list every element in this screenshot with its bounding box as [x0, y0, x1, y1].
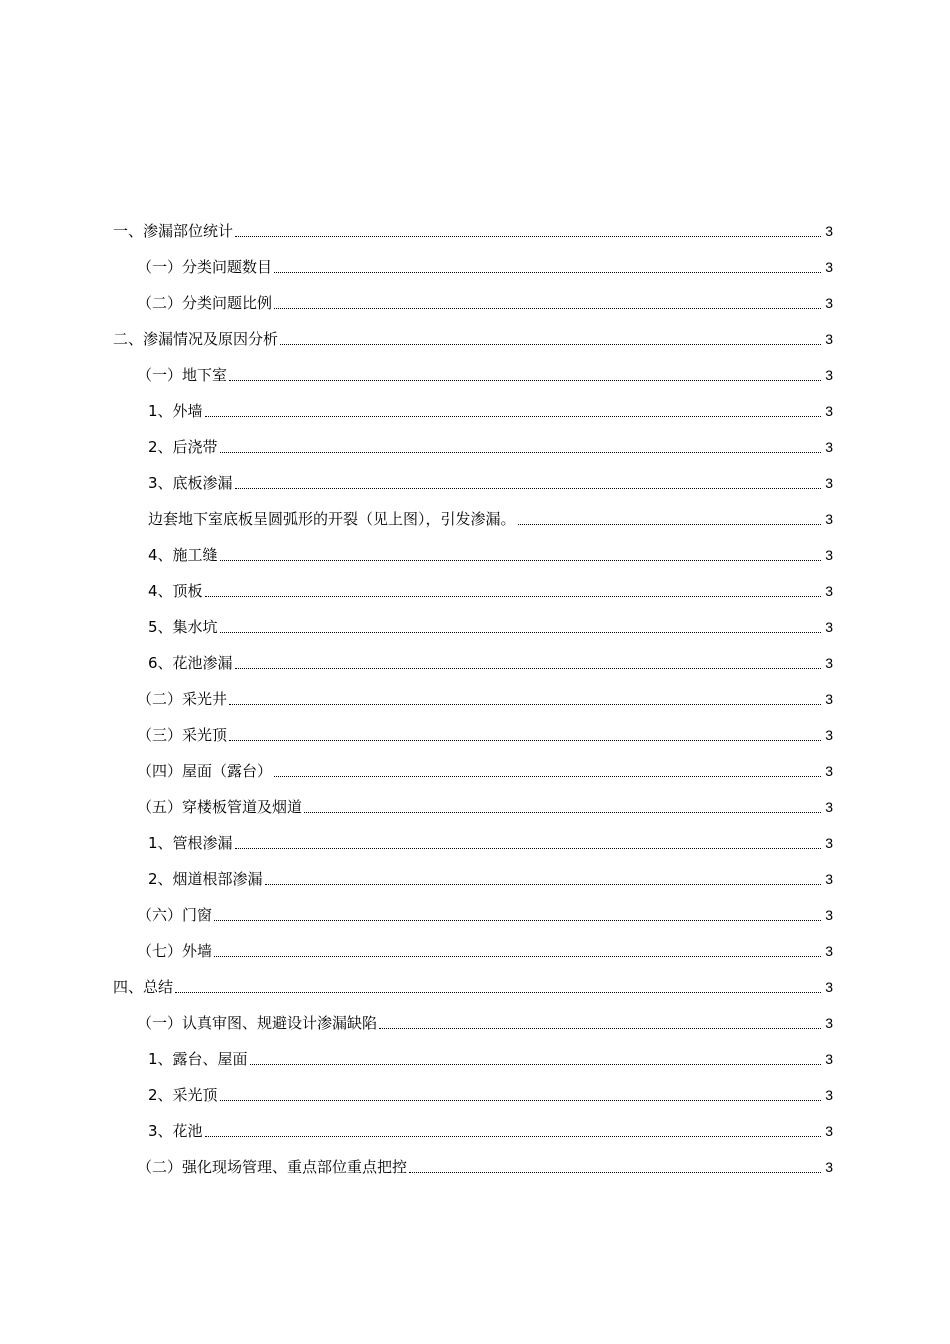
toc-entry[interactable] [113, 283, 833, 319]
toc-dot-leader [220, 560, 821, 561]
toc-entry-title: 4、施工缝 [148, 546, 218, 564]
toc-dot-leader [205, 416, 821, 417]
toc-entry-title: （二）强化现场管理、重点部位重点把控 [137, 1158, 408, 1176]
toc-dot-leader [229, 380, 821, 381]
toc-entry-title: 3、花池 [148, 1122, 203, 1140]
toc-dot-leader [379, 1028, 821, 1029]
toc-entry-title: 6、花池渗漏 [148, 654, 233, 672]
toc-entry[interactable] [113, 715, 833, 751]
toc-entry-title: （一）认真审图、规避设计渗漏缺陷 [137, 1014, 378, 1032]
toc-dot-leader [229, 740, 821, 741]
toc-dot-leader [235, 236, 821, 237]
toc-entry-title: （七）外墙 [137, 942, 213, 960]
toc-page-number: 3 [825, 979, 833, 995]
toc-dot-leader [205, 596, 821, 597]
toc-page-number: 3 [825, 331, 833, 347]
toc-entry-title: （二）采光井 [137, 690, 228, 708]
toc-entry[interactable] [113, 679, 833, 715]
toc-entry-title: 2、采光顶 [148, 1086, 218, 1104]
toc-page-number: 3 [825, 871, 833, 887]
toc-entry[interactable] [113, 319, 833, 355]
toc-entry-title: （一）分类问题数目 [137, 258, 273, 276]
toc-dot-leader [220, 452, 821, 453]
toc-entry-title: 四、总结 [113, 978, 174, 996]
toc-entry[interactable] [113, 895, 833, 931]
toc-entry[interactable] [113, 211, 833, 247]
toc-page-number: 3 [825, 943, 833, 959]
toc-entry[interactable] [113, 1111, 833, 1147]
toc-page-number: 3 [825, 583, 833, 599]
toc-entry[interactable] [113, 787, 833, 823]
toc-page-number: 3 [825, 547, 833, 563]
toc-entry-title: 2、烟道根部渗漏 [148, 870, 263, 888]
toc-entry-title: （二）分类问题比例 [137, 294, 273, 312]
toc-entry-title: （一）地下室 [137, 366, 228, 384]
toc-page-number: 3 [825, 223, 833, 239]
toc-dot-leader [304, 812, 821, 813]
toc-entry-title: 一、渗漏部位统计 [113, 222, 234, 240]
toc-entry[interactable] [113, 391, 833, 427]
toc-page-number: 3 [825, 799, 833, 815]
toc-entry-title: 二、渗漏情况及原因分析 [113, 330, 279, 348]
toc-entry[interactable] [113, 607, 833, 643]
toc-page-number: 3 [825, 1051, 833, 1067]
toc-dot-leader [409, 1172, 821, 1173]
toc-page-number: 3 [825, 367, 833, 383]
toc-dot-leader [274, 776, 821, 777]
toc-entry[interactable] [113, 247, 833, 283]
toc-dot-leader [229, 704, 821, 705]
toc-entry[interactable] [113, 463, 833, 499]
toc-dot-leader [205, 1136, 821, 1137]
toc-page-number: 3 [825, 295, 833, 311]
toc-page-number: 3 [825, 1123, 833, 1139]
toc-entry[interactable] [113, 571, 833, 607]
toc-page-number: 3 [825, 655, 833, 671]
toc-entry-title: 边套地下室底板呈圆弧形的开裂（见上图），引发渗漏。 [148, 510, 516, 528]
toc-entry-title: 1、管根渗漏 [148, 834, 233, 852]
toc-entry[interactable] [113, 355, 833, 391]
toc-dot-leader [220, 632, 821, 633]
toc-page-number: 3 [825, 907, 833, 923]
toc-dot-leader [235, 488, 821, 489]
toc-page-number: 3 [825, 403, 833, 419]
toc-page-number: 3 [825, 1087, 833, 1103]
toc-entry[interactable] [113, 427, 833, 463]
toc-entry[interactable] [113, 931, 833, 967]
toc-entry[interactable] [113, 823, 833, 859]
toc-entry-title: （五）穿楼板管道及烟道 [137, 798, 303, 816]
table-of-contents [113, 211, 833, 1183]
toc-page-number: 3 [825, 511, 833, 527]
toc-entry[interactable] [113, 859, 833, 895]
toc-page-number: 3 [825, 259, 833, 275]
toc-entry[interactable] [113, 643, 833, 679]
toc-page-number: 3 [825, 475, 833, 491]
toc-dot-leader [250, 1064, 821, 1065]
toc-page-number: 3 [825, 619, 833, 635]
toc-entry-title: 2、后浇带 [148, 438, 218, 456]
toc-page-number: 3 [825, 439, 833, 455]
toc-dot-leader [265, 884, 821, 885]
toc-entry-title: （六）门窗 [137, 906, 213, 924]
toc-dot-leader [518, 524, 821, 525]
toc-page-number: 3 [825, 1015, 833, 1031]
toc-page-number: 3 [825, 727, 833, 743]
toc-entry[interactable] [113, 1147, 833, 1183]
toc-dot-leader [214, 920, 821, 921]
toc-dot-leader [214, 956, 821, 957]
toc-dot-leader [274, 308, 821, 309]
toc-page-number: 3 [825, 1159, 833, 1175]
toc-entry-title: （三）采光顶 [137, 726, 228, 744]
toc-entry-title: 3、底板渗漏 [148, 474, 233, 492]
toc-entry[interactable] [113, 1075, 833, 1111]
toc-entry-title: 5、集水坑 [148, 618, 218, 636]
toc-entry[interactable] [113, 1039, 833, 1075]
toc-page-number: 3 [825, 835, 833, 851]
toc-dot-leader [175, 992, 821, 993]
toc-entry-title: 4、顶板 [148, 582, 203, 600]
toc-dot-leader [235, 848, 821, 849]
toc-entry[interactable] [113, 535, 833, 571]
toc-dot-leader [274, 272, 821, 273]
toc-page-number: 3 [825, 763, 833, 779]
toc-entry[interactable] [113, 1003, 833, 1039]
toc-entry-title: 1、露台、屋面 [148, 1050, 248, 1068]
toc-dot-leader [220, 1100, 821, 1101]
toc-entry-title: 1、外墙 [148, 402, 203, 420]
toc-dot-leader [235, 668, 821, 669]
toc-page-number: 3 [825, 691, 833, 707]
toc-entry-title: （四）屋面（露台） [137, 762, 273, 780]
toc-entry[interactable] [113, 499, 833, 535]
toc-entry[interactable] [113, 967, 833, 1003]
toc-entry[interactable] [113, 751, 833, 787]
toc-dot-leader [280, 344, 821, 345]
